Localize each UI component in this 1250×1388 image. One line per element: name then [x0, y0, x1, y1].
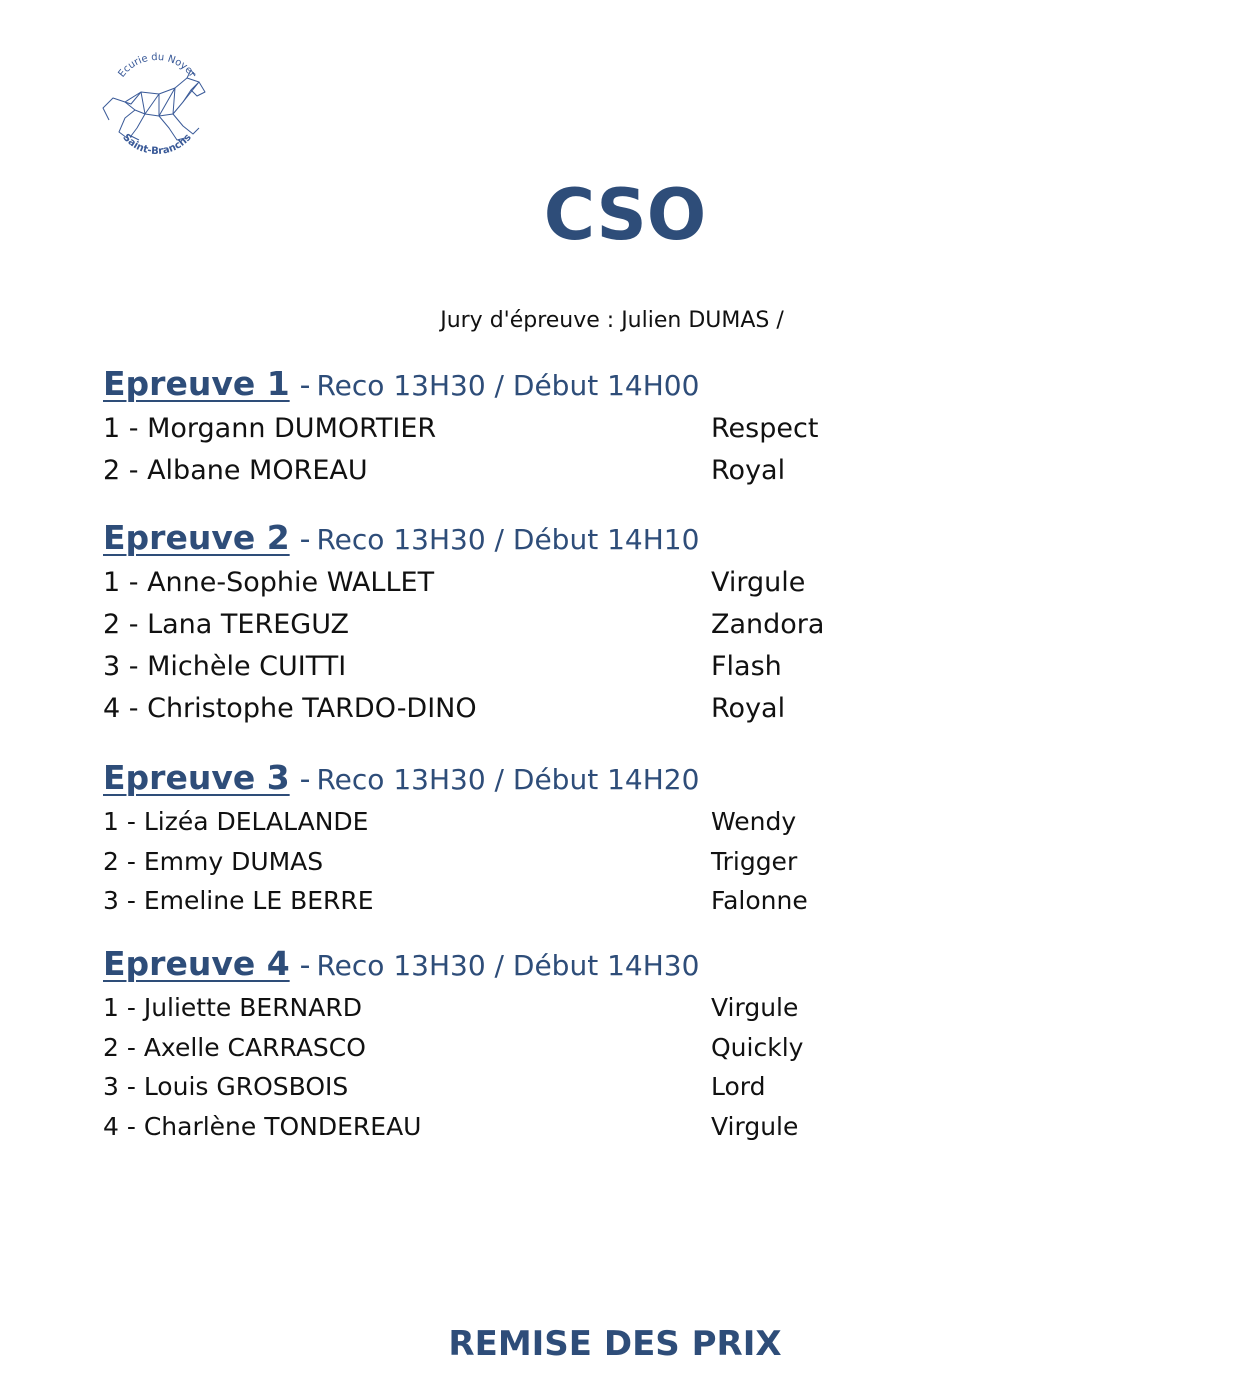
- list-item: [103, 562, 1003, 604]
- section-separator: -: [299, 948, 311, 983]
- list-item: [103, 688, 1003, 730]
- section-title: Epreuve 2: [103, 518, 290, 557]
- section-title: Epreuve 1: [103, 364, 290, 403]
- section-header: [103, 518, 1003, 562]
- horse-icon: [95, 40, 220, 165]
- section-epreuve-4: [103, 944, 1003, 1146]
- horse-name: Virgule: [711, 567, 806, 598]
- horse-name: Falonne: [711, 886, 808, 915]
- prize-giving-heading: REMISE DES PRIX: [448, 1324, 782, 1364]
- section-title: Epreuve 3: [103, 758, 290, 797]
- section-epreuve-3: [103, 758, 1003, 921]
- horse-name: Zandora: [711, 609, 825, 640]
- section-time: Reco 13H30 / Début 14H10: [316, 523, 700, 556]
- horse-name: Quickly: [711, 1032, 804, 1062]
- list-item: [103, 988, 1003, 1028]
- horse-name: Virgule: [711, 1111, 799, 1141]
- horse-name: Flash: [711, 651, 782, 682]
- list-item: [103, 802, 1003, 842]
- rider-name: 2 - Axelle CARRASCO: [103, 1032, 366, 1062]
- list-item: [103, 1067, 1003, 1107]
- list-item: [103, 604, 1003, 646]
- section-header: [103, 758, 1003, 802]
- list-item: [103, 1107, 1003, 1147]
- rider-name: 4 - Charlène TONDEREAU: [103, 1111, 422, 1141]
- section-separator: -: [299, 762, 311, 797]
- rider-name: 3 - Louis GROSBOIS: [103, 1072, 349, 1101]
- section-header: [103, 364, 1003, 408]
- rider-name: 1 - Anne-Sophie WALLET: [103, 567, 435, 598]
- horse-name: Wendy: [711, 807, 797, 836]
- list-item: [103, 450, 1003, 492]
- svg-text:Ecurie du Noyer: Ecurie du Noyer: [116, 51, 198, 80]
- section-header: [103, 944, 1003, 988]
- section-epreuve-1: [103, 364, 1003, 492]
- club-logo: [95, 40, 220, 165]
- page-title: CSO: [543, 174, 707, 256]
- list-item: [103, 408, 1003, 450]
- rider-name: 1 - Juliette BERNARD: [103, 993, 362, 1022]
- horse-name: Royal: [711, 693, 786, 724]
- list-item: [103, 646, 1003, 688]
- horse-name: Virgule: [711, 993, 799, 1022]
- jury-line: Jury d'épreuve : Julien DUMAS /: [440, 308, 784, 333]
- rider-name: 4 - Christophe TARDO-DINO: [103, 693, 477, 724]
- rider-name: 2 - Lana TEREGUZ: [103, 609, 349, 640]
- horse-name: Trigger: [711, 846, 798, 876]
- section-epreuve-2: [103, 518, 1003, 730]
- section-time: Reco 13H30 / Début 14H30: [316, 949, 700, 982]
- section-title: Epreuve 4: [103, 944, 290, 983]
- rider-name: 3 - Emeline LE BERRE: [103, 886, 374, 915]
- horse-name: Respect: [711, 413, 819, 444]
- list-item: [103, 881, 1003, 921]
- horse-name: Royal: [711, 455, 786, 486]
- rider-name: 2 - Albane MOREAU: [103, 455, 368, 486]
- svg-text:Saint-Branchs: Saint-Branchs: [120, 132, 194, 158]
- section-separator: -: [299, 368, 311, 403]
- list-item: [103, 1028, 1003, 1068]
- section-time: Reco 13H30 / Début 14H20: [316, 763, 700, 796]
- section-time: Reco 13H30 / Début 14H00: [316, 369, 700, 402]
- horse-name: Lord: [711, 1072, 766, 1101]
- section-separator: -: [299, 522, 311, 557]
- rider-name: 1 - Morgann DUMORTIER: [103, 413, 437, 444]
- rider-name: 2 - Emmy DUMAS: [103, 846, 324, 876]
- list-item: [103, 842, 1003, 882]
- rider-name: 3 - Michèle CUITTI: [103, 651, 347, 682]
- rider-name: 1 - Lizéa DELALANDE: [103, 807, 369, 836]
